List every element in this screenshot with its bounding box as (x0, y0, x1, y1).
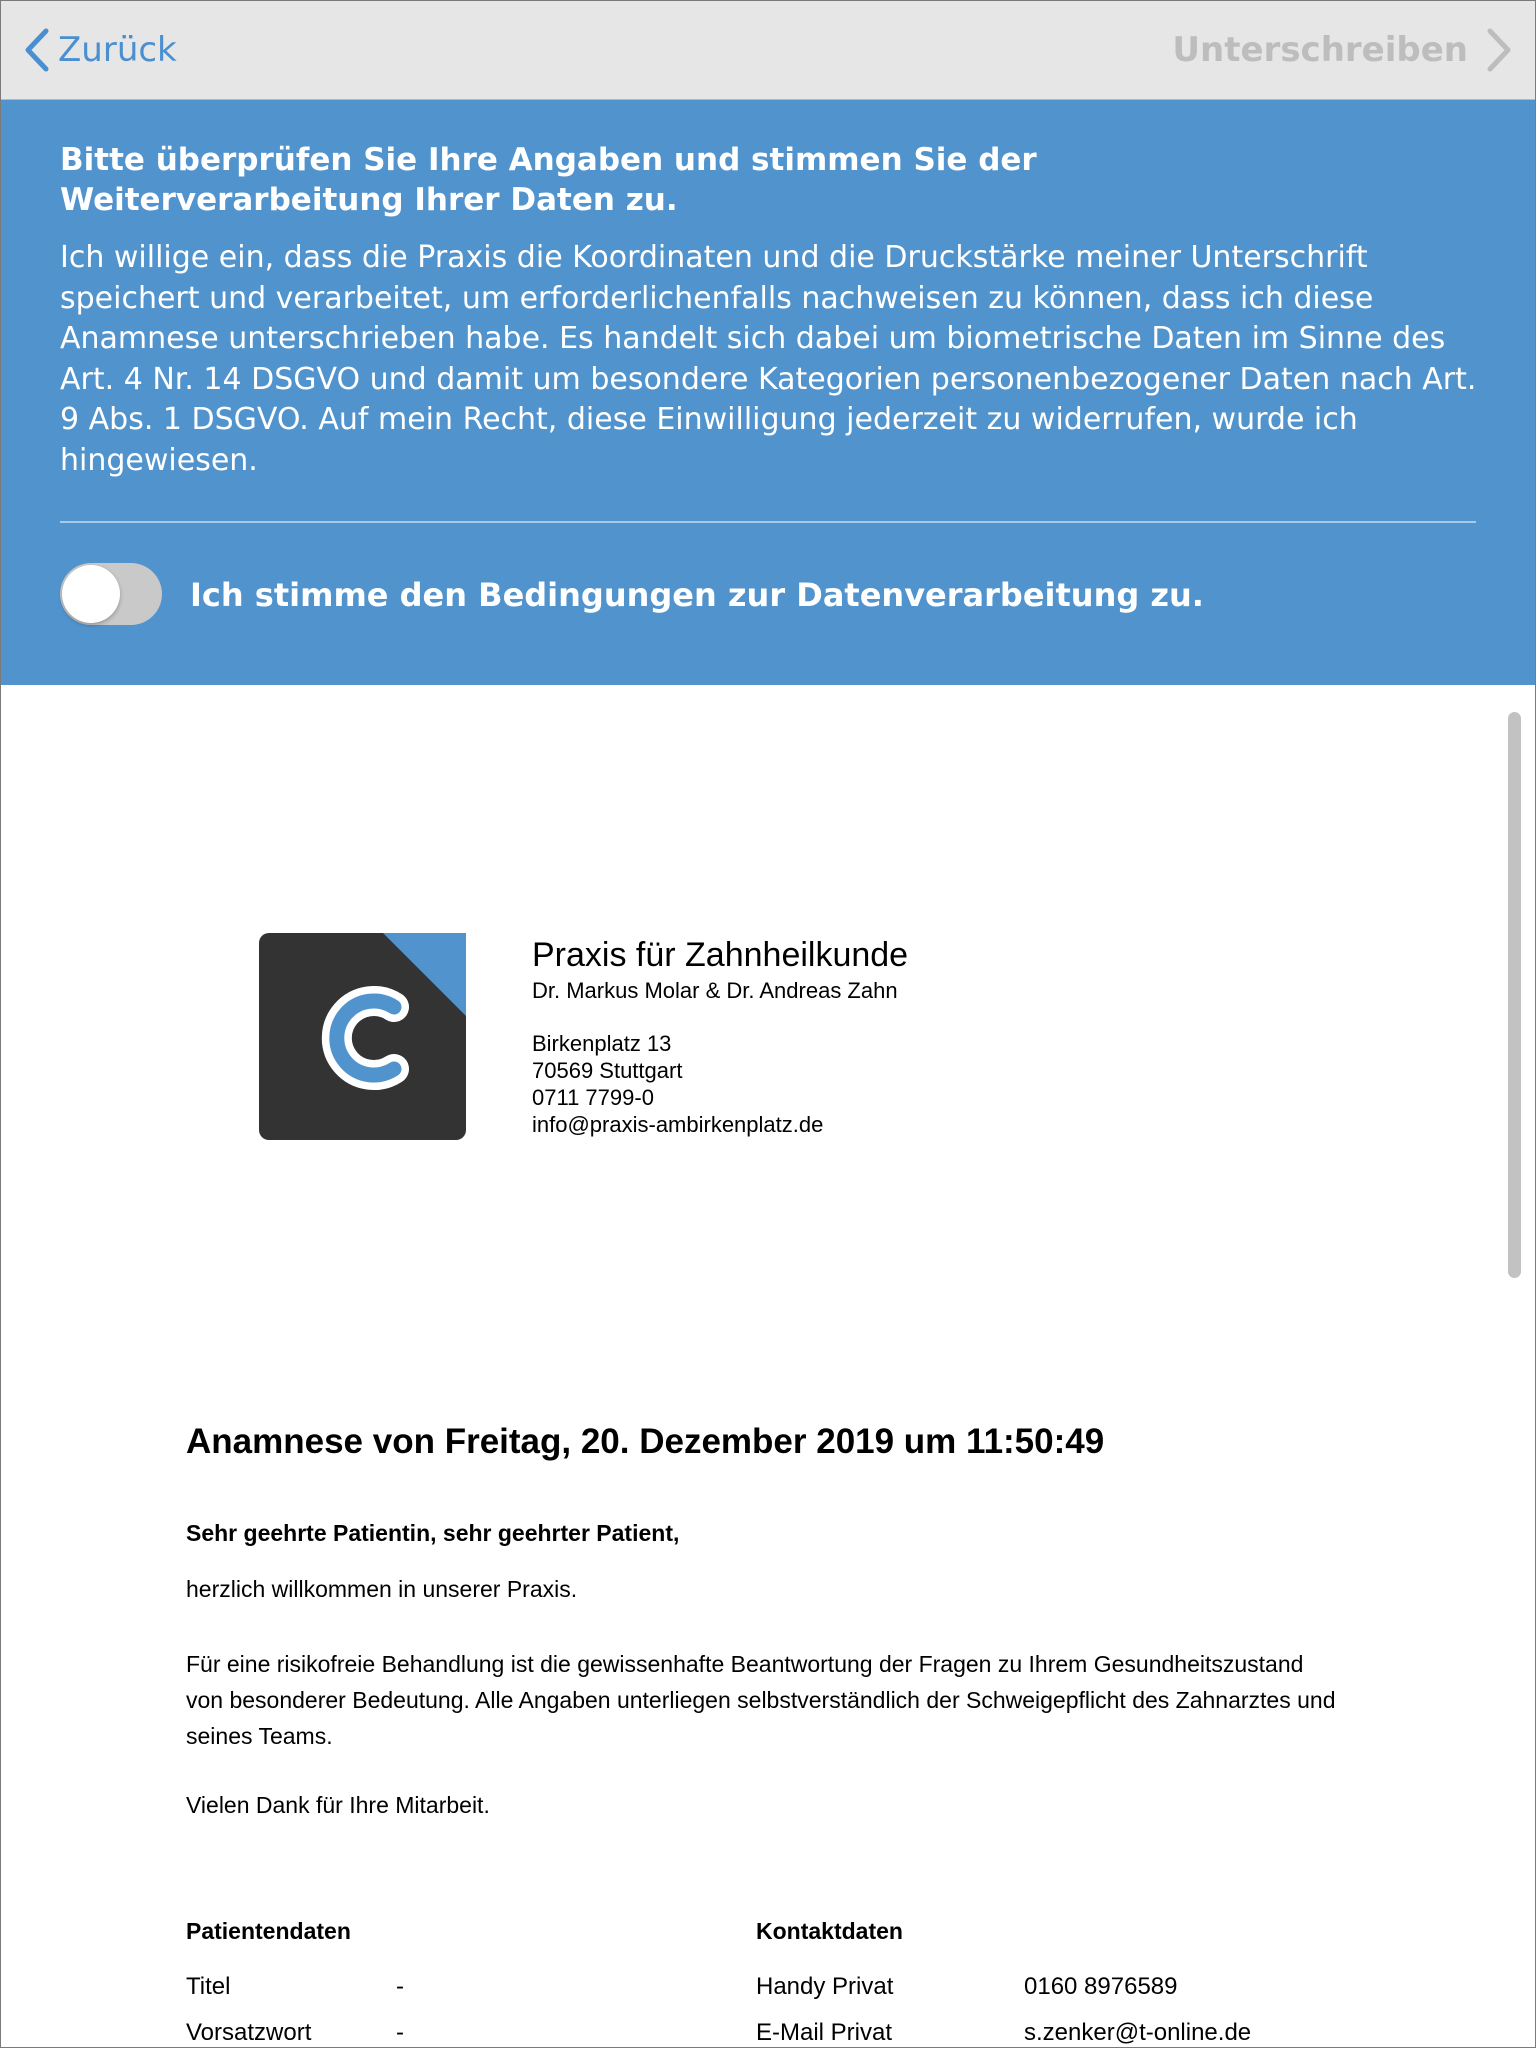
scrollbar[interactable] (1508, 712, 1521, 1278)
practice-header (532, 933, 908, 1005)
consent-panel (0, 100, 1536, 685)
practice-address (532, 1030, 823, 1138)
sign-button[interactable] (1172, 26, 1514, 74)
navigation-bar (0, 0, 1536, 100)
document-title: Anamnese von Freitag, 20. Dezember 2019 um 11:50:49 (186, 1422, 1105, 1461)
practice-doctors: Dr. Markus Molar & Dr. Andreas Zahn (532, 978, 898, 1003)
contact-row-label: E-Mail Privat (756, 2019, 893, 2046)
toggle-knob (62, 565, 120, 623)
practice-logo (259, 933, 466, 1140)
document-thanks: Vielen Dank für Ihre Mitarbeit. (186, 1792, 490, 1818)
patient-data-heading: Patientendaten (186, 1918, 351, 1944)
document-welcome: herzlich willkommen in unserer Praxis. (186, 1576, 578, 1602)
address-phone: 0711 7799-0 (532, 1085, 654, 1110)
consent-text: Ich willige ein, dass die Praxis die Koordinaten und die Druckstärke meiner Unterschrift speichert und verarbeitet, um erforderlichenfalls nachweisen zu können, dass ich diese Anamnese unterschrieben habe. Es handelt sich dabei um biometrische Daten im Sinne des Art. 4 Nr. 14 DSGVO und damit um besondere Kategorien personenbezogener Daten nach Art. 9 Abs. 1 DSGVO. Auf mein Recht, diese Einwilligung jederzeit zu widerrufen, wurde ich hingewiesen. (60, 240, 1477, 478)
consent-toggle[interactable] (60, 563, 162, 625)
patient-row-value: - (396, 1973, 404, 2000)
document-salutation: Sehr geehrte Patientin, sehr geehrter Patient, (186, 1520, 680, 1546)
consent-toggle-label: Ich stimme den Bedingungen zur Datenverarbeitung zu. (190, 576, 1204, 614)
contact-data-heading: Kontaktdaten (756, 1918, 903, 1944)
patient-row-label: Titel (186, 1973, 231, 2000)
back-label: Zurück (58, 30, 177, 70)
divider (60, 521, 1476, 523)
practice-name: Praxis für Zahnheilkunde (532, 936, 909, 974)
contact-row-value: s.zenker@t-online.de (1024, 2019, 1252, 2046)
chevron-right-icon (1484, 27, 1514, 73)
chevron-left-icon (22, 27, 52, 73)
contact-row-label: Handy Privat (756, 1973, 894, 2000)
address-email: info@praxis-ambirkenplatz.de (532, 1112, 824, 1137)
contact-row-value: 0160 8976589 (1024, 1973, 1178, 2000)
patient-row-label: Vorsatzwort (186, 2019, 312, 2046)
document-intro: Für eine risikofreie Behandlung ist die gewissenhafte Beantwortung der Fragen zu Ihrem Gesundheitszustand von besonderer Bedeutung. Alle Angaben unterliegen selbstverständlich der Schweigepflicht des Zahnarztes und seines Teams. (186, 1651, 1336, 1749)
back-button[interactable] (22, 26, 177, 74)
patient-row-value: - (396, 2019, 404, 2046)
sign-label: Unterschreiben (1172, 30, 1468, 70)
consent-title: Bitte überprüfen Sie Ihre Angaben und stimmen Sie der Weiterverarbeitung Ihrer Daten zu. (60, 142, 1037, 218)
address-city: 70569 Stuttgart (532, 1058, 683, 1083)
address-street: Birkenplatz 13 (532, 1031, 672, 1056)
